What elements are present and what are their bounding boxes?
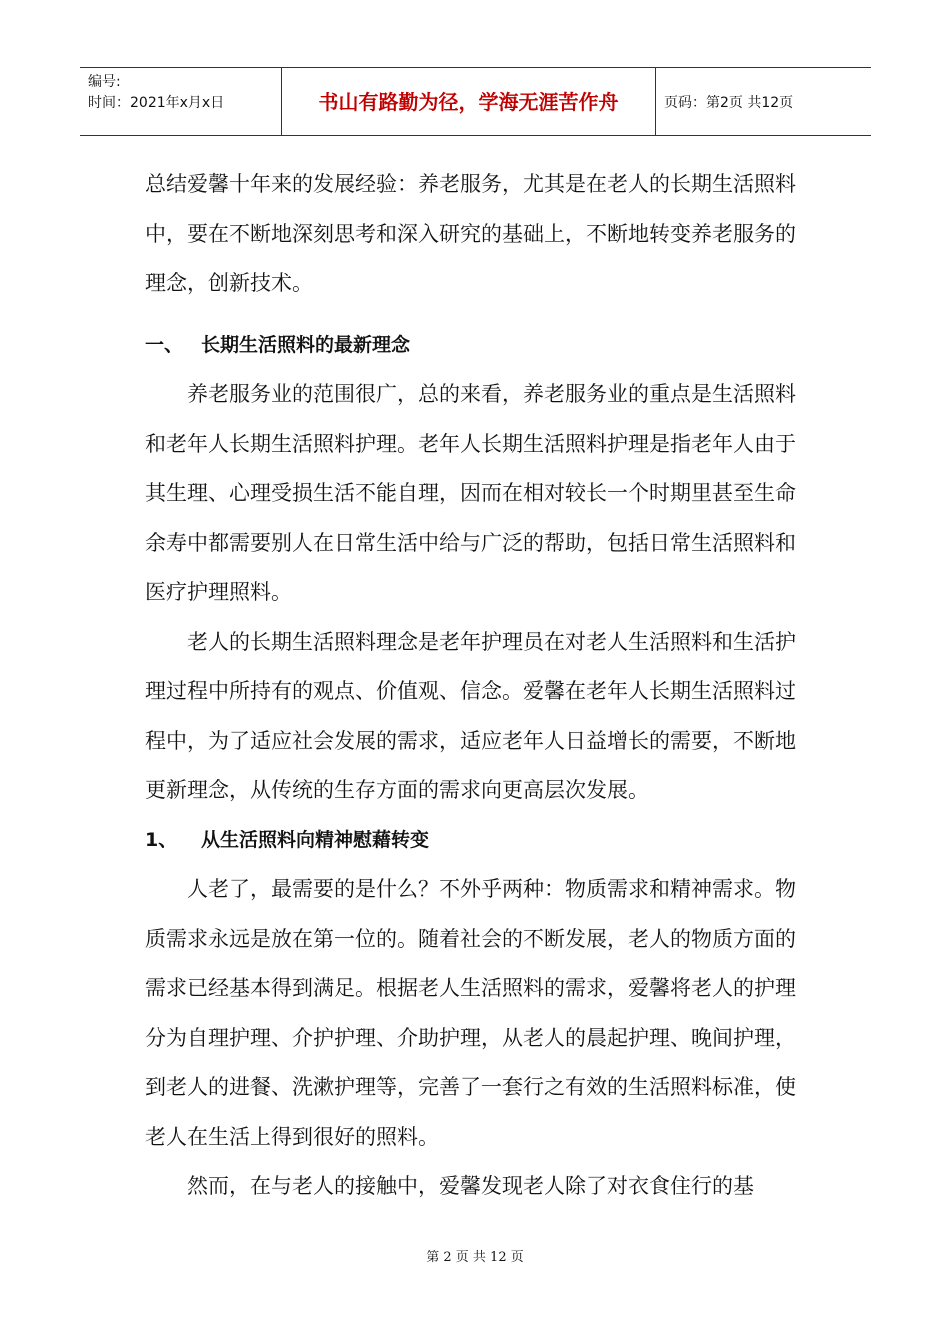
paragraph: 老人的长期生活照料理念是老年护理员在对老人生活照料和生活护理过程中所持有的观点、价值观、信念。爱馨在老年人长期生活照料过程中，为了适应社会发展的需求，适应老年人日益增长的需要，不断地更新理念，从传统的生存方面的需求向更高层次发展。 — [145, 629, 796, 802]
section-number: 一、 — [145, 333, 184, 356]
header-motto: 书山有路勤为径，学海无涯苦作舟 — [282, 68, 656, 135]
subsection-title: 从生活照料向精神慰藉转变 — [201, 828, 430, 851]
paragraph: 总结爱馨十年来的发展经验：养老服务，尤其是在老人的长期生活照料中，要在不断地深刻思考和深入研究的基础上，不断地转变养老服务的理念，创新技术。 — [145, 172, 796, 295]
section-title: 长期生活照料的最新理念 — [201, 333, 411, 356]
subsection-number: 1、 — [145, 828, 178, 851]
paragraph: 然而，在与老人的接触中，爱馨发现老人除了对衣食住行的基 — [187, 1174, 754, 1198]
page-header — [80, 67, 871, 136]
document-number-label: 编号: — [88, 74, 121, 90]
page-footer: 第 2 页 共 12 页 — [426, 1250, 524, 1265]
subsection-heading — [145, 816, 810, 866]
document-time: 时间：2021年x月x日 — [88, 95, 225, 111]
paragraph: 人老了，最需要的是什么？不外乎两种：物质需求和精神需求。物质需求永远是放在第一位的。随着社会的不断发展，老人的物质方面的需求已经基本得到满足。根据老人生活照料的需求，爱馨将老人的护理分为自理护理、介护护理、介助护理，从老人的晨起护理、晚间护理，到老人的进餐、洗漱护理等，完善了一套行之有效的生活照料标准，使老人在生活上得到很好的照料。 — [145, 877, 796, 1149]
paragraph: 养老服务业的范围很广，总的来看，养老服务业的重点是生活照料和老年人长期生活照料护理。老年人长期生活照料护理是指老年人由于其生理、心理受损生活不能自理，因而在相对较长一个时期里甚至生命余寿中都需要别人在日常生活中给与广泛的帮助，包括日常生活照料和医疗护理照料。 — [145, 382, 796, 604]
header-page-info: 页码：第2页 共12页 — [664, 94, 794, 111]
section-heading — [145, 321, 810, 371]
header-meta — [80, 68, 282, 135]
document-body — [145, 160, 810, 1212]
